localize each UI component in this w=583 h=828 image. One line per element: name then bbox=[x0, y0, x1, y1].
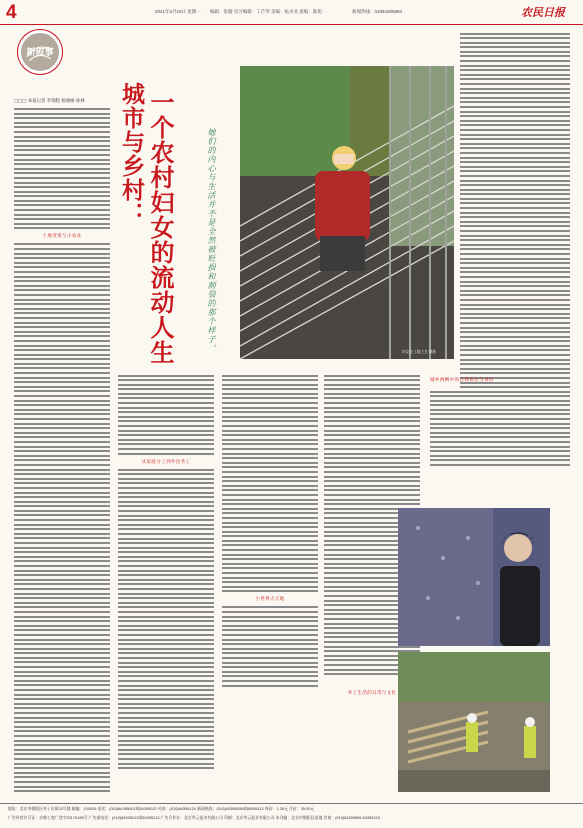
column-logo bbox=[18, 30, 62, 74]
byline: □□□ 本报记者 李锦程 杨丽丽 孙林 bbox=[14, 99, 85, 104]
header-divider bbox=[0, 24, 583, 25]
subtitle: 她们的内心与生活并不是全然被贬损和割裂的那个样子。 bbox=[207, 128, 216, 353]
photo-caption: 妇女在工地上扎钢筋 bbox=[401, 349, 436, 354]
article-col-3 bbox=[222, 372, 318, 798]
header-date-line: 2021年3月19日 星期一 bbox=[155, 9, 201, 14]
woman-portrait-photo bbox=[398, 508, 550, 646]
portrait-scene bbox=[398, 508, 550, 646]
footer-line-1: 地址：北京市朝阳区麦子店街22号楼 邮编：100026 电话：(010)84395001或84395022 传真：(010)84395124 新闻热线：(010)84395895或84395112 每份：1.35元 月价：35.00元 bbox=[8, 806, 315, 811]
section-heading: 小世界大天地 bbox=[255, 597, 285, 603]
headline-sub: 城市与乡村： bbox=[118, 82, 145, 226]
article-col-6 bbox=[430, 388, 570, 500]
section-heading: 从家庭分工到外出务工 bbox=[141, 459, 191, 465]
page-number: 4 bbox=[6, 2, 17, 23]
section-heading: 务工生活的日常与文化 bbox=[347, 691, 397, 696]
masthead-logo: 农民日报 bbox=[521, 6, 565, 19]
construction-worker-photo bbox=[240, 66, 454, 359]
footer-divider bbox=[0, 803, 583, 804]
article-col-1 bbox=[14, 98, 110, 798]
column-logo-label: 新叙事 bbox=[26, 48, 54, 58]
article-col-2 bbox=[118, 372, 214, 798]
workers-site-photo bbox=[398, 652, 550, 792]
construction-scene bbox=[240, 66, 454, 359]
header-hotline: 新闻热线：01084305894 bbox=[352, 9, 403, 14]
footer-line-2: 广告经营许可证：京朝工商广登字20170185号 广告部电话：(010)84395212或84395213 广告合作社：北京华云报业有限公司 印刷：北京华云报业有限公司 本刊编：北京市朝阳区某地 咨询：(010)84395895 84395123 bbox=[8, 815, 380, 820]
section-heading: 城乡两栖中的自我表达与身份 bbox=[430, 378, 494, 383]
header-editor-line: 编辑：张璇 见习编辑：丁芒琴 美编：杭卓业 流编：陈旭 bbox=[210, 9, 322, 14]
site-scene bbox=[398, 652, 550, 792]
headline-main: 一个农村妇女的流动人生 bbox=[146, 90, 175, 365]
section-heading: 土地变奏与小农业 bbox=[42, 234, 82, 240]
